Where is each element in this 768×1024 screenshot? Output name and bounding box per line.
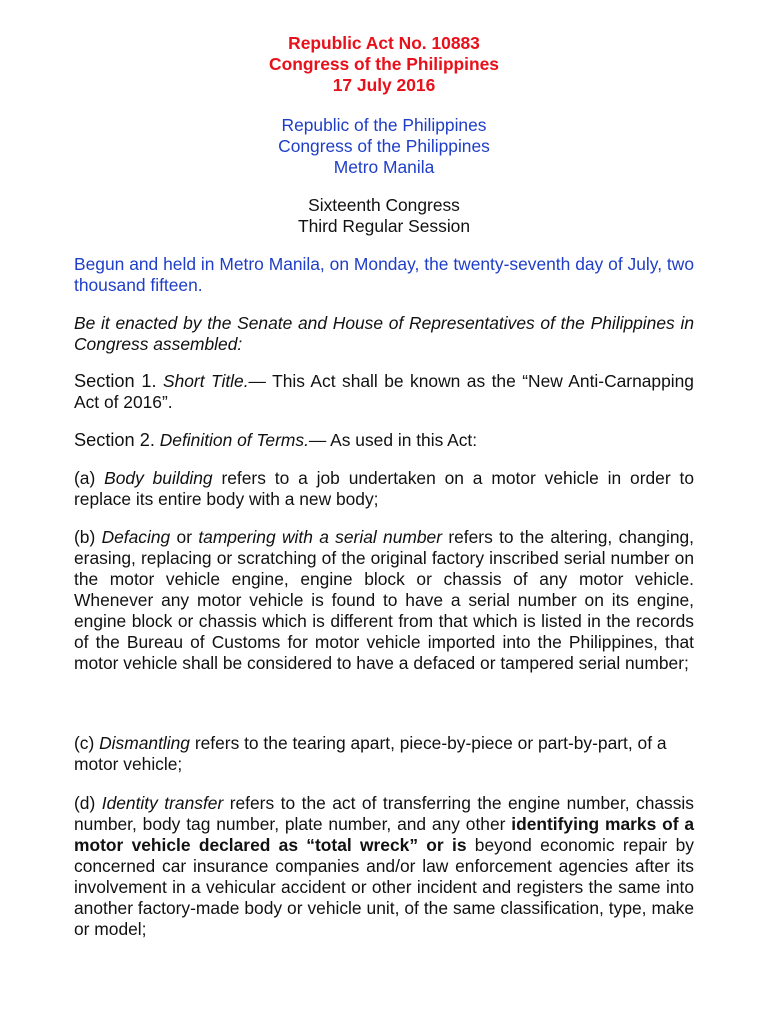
section-2-text: — As used in this Act: [308, 430, 478, 450]
definition-c-term: Dismantling [99, 733, 190, 753]
session-congress: Sixteenth Congress [308, 195, 460, 215]
definition-a-prefix: (a) [74, 468, 105, 488]
session-regular: Third Regular Session [297, 216, 471, 236]
definition-a-text: refers to a job undertaken on a motor vehicle in order to replace its entire body with a new body; [74, 468, 695, 509]
section-2 [74, 430, 694, 451]
section-1-text: — This Act shall be known as the “New Anti-Carnapping Act of 2016”. [74, 371, 694, 412]
act-number: Republic Act No. 10883 [288, 33, 480, 53]
definition-a [74, 468, 694, 510]
enacting-clause: Be it enacted by the Senate and House of Representatives of the Philippines in Congress assembled: [74, 313, 694, 354]
origin-block [74, 115, 694, 178]
definition-c-text: refers to the tearing apart, piece-by-piece or part-by-part, of a motor vehicle; [74, 733, 667, 774]
definition-b-prefix: (b) [74, 527, 102, 547]
definition-d-prefix: (d) [74, 793, 102, 813]
definition-a-term: Body building [104, 468, 213, 488]
act-congress: Congress of the Philippines [269, 54, 499, 74]
definition-d-text2: beyond economic repair by concerned car insurance companies and/or law enforcement agencies after its involvement in a vehicular accident or other incident and registers the same into another factory-made body or vehicle unit, of the same classification, type, make or model; [74, 835, 694, 939]
origin-republic: Republic of the Philippines [281, 115, 487, 135]
definition-d-term: Identity transfer [101, 793, 224, 813]
section-1 [74, 371, 694, 413]
begun-paragraph: Begun and held in Metro Manila, on Monday, the twenty-seventh day of July, two thousand fifteen. [74, 254, 694, 295]
session-block [74, 195, 694, 237]
section-1-title: Short Title. [162, 371, 249, 391]
definition-b-term2: tampering with a serial number [198, 527, 443, 547]
definition-b-text: refers to the altering, changing, erasing, replacing or scratching of the original factory inscribed serial number on the motor vehicle engine, engine block or chassis of any motor vehicle. Whenever any motor vehicle is found to have a serial number on its engine, engine block or chassis which is different from that which is listed in the records of the Bureau of Customs for motor vehicle imported into the Philippines, that motor vehicle shall be considered to have a defaced or tampered serial number; [74, 527, 694, 673]
section-2-title: Definition of Terms. [159, 430, 309, 450]
origin-congress: Congress of the Philippines [278, 136, 490, 156]
origin-location: Metro Manila [333, 157, 435, 177]
definition-d [74, 793, 694, 940]
definition-d-text1: refers to the act of transferring the engine number, chassis number, body tag number, plate number, and any other [74, 793, 694, 834]
section-2-label: Section 2. [74, 430, 155, 450]
act-header [74, 33, 694, 96]
section-1-label: Section 1. [74, 371, 157, 391]
definition-b [74, 527, 694, 674]
definition-d-bold: identifying marks of a motor vehicle declared as “total wreck” or is [74, 814, 694, 855]
definition-b-term1: Defacing [101, 527, 171, 547]
definition-c-prefix: (c) [74, 733, 100, 753]
act-date: 17 July 2016 [332, 75, 436, 95]
definition-c [74, 733, 694, 775]
definition-b-mid: or [170, 527, 199, 547]
